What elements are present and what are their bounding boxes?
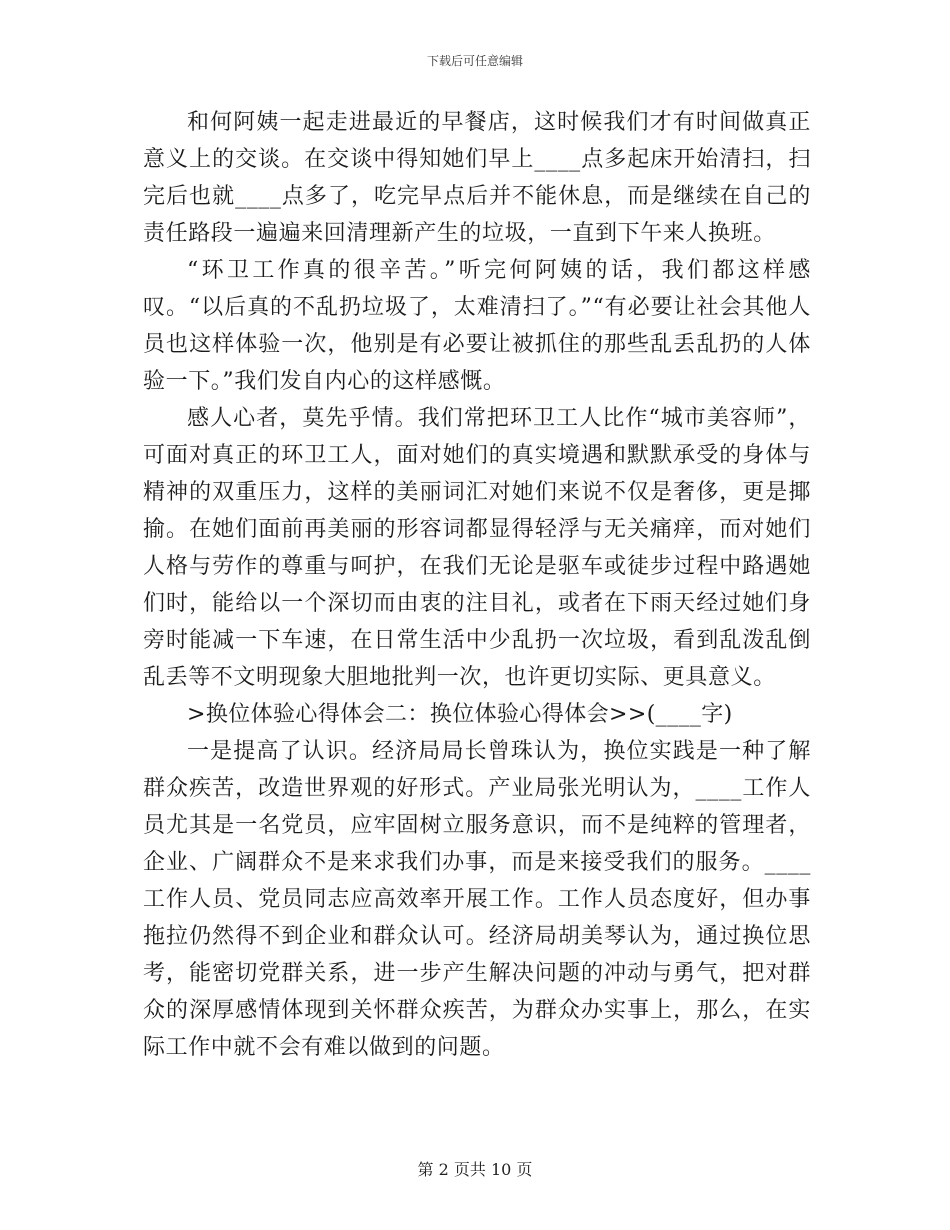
page-number: 第 2 页共 10 页 bbox=[417, 1160, 533, 1179]
section-heading: >换位体验心得体会二：换位体验心得体会>>(____字) bbox=[187, 702, 733, 727]
paragraph-improved-awareness: 一是提高了认识。经济局局长曾珠认为，换位实践是一种了解群众疾苦，改造世界观的好形式。产业局张光明认为，____工作人员尤其是一名党员，应牢固树立服务意识，而不是纯粹的管理者，企业、广阔群众不是来求我们办事，而是来接受我们的服务。____工作人员、党员同志应高效率开展工作。工作人员态度好，但办事拖拉仍然得不到企业和群众认可。经济局胡美琴认为，通过换位思考，能密切党群关系，进一步产生解决问题的冲动与勇气，把对群众的深厚感情体现到关怀群众疾苦，为群众办实事上，那么，在实际工作中就不会有难以做到的问题。 bbox=[143, 739, 811, 1060]
document-body bbox=[143, 104, 811, 1066]
page-header-note: 下载后可任意编辑 bbox=[426, 54, 523, 68]
paragraph-city-beautician: 感人心者，莫先乎情。我们常把环卫工人比作“城市美容师”，可面对真正的环卫工人，面对她们的真实境遇和默默承受的身体与精神的双重压力，这样的美丽词汇对她们来说不仅是奢侈，更是揶揄。在她们面前再美丽的形容词都显得轻浮与无关痛痒，而对她们人格与劳作的尊重与呵护，在我们无论是驱车或徒步过程中路遇她们时，能给以一个深切而由衷的注目礼，或者在下雨天经过她们身旁时能减一下车速，在日常生活中少乱扔一次垃圾，看到乱泼乱倒乱丢等不文明现象大胆地批判一次，也许更切实际、更具意义。 bbox=[143, 406, 811, 690]
paragraph-breakfast-talk: 和何阿姨一起走进最近的早餐店，这时候我们才有时间做真正意义上的交谈。在交谈中得知她们早上____点多起床开始清扫，扫完后也就____点多了，吃完早点后并不能休息，而是继续在自己的责任路段一遍遍来回清理新产生的垃圾，一直到下午来人换班。 bbox=[143, 110, 811, 246]
paragraph-sanitation-hardship: “环卫工作真的很辛苦。”听完何阿姨的话，我们都这样感叹。“以后真的不乱扔垃圾了，太难清扫了。”“有必要让社会其他人员也这样体验一次，他别是有必要让被抓住的那些乱丢乱扔的人体验一下。”我们发自内心的这样感慨。 bbox=[143, 258, 811, 394]
